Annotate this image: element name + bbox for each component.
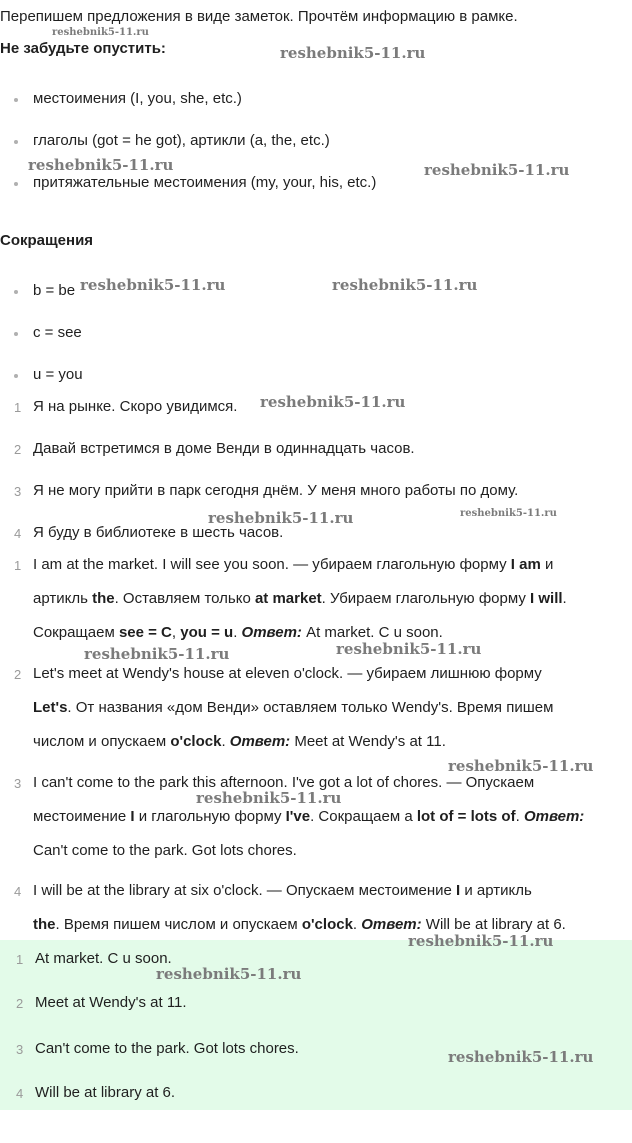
explanation-line: артикль the. Оставляем только at market. Убираем глагольную форму I will. [33, 590, 567, 607]
answer-box [0, 940, 632, 1110]
abbr-heading: Сокращения [0, 232, 94, 249]
watermark: reshebnik5-11.ru [208, 509, 354, 527]
list-item-text: u = you [33, 366, 83, 383]
item-number: 2 [14, 667, 22, 682]
explanation-line: I can't come to the park this afternoon. I've got a lot of chores. — Опускаем [33, 774, 535, 791]
omit-heading: Не забудьте опустить: [0, 40, 166, 57]
item-number: 1 [16, 952, 24, 967]
explanation-line: I will be at the library at six o'clock. — Опускаем местоимение I и артикль [33, 882, 532, 899]
watermark: reshebnik5-11.ru [28, 156, 174, 174]
answer-text: At market. C u soon. [35, 950, 172, 967]
bullet-icon [14, 290, 18, 294]
watermark: reshebnik5-11.ru [408, 932, 554, 950]
watermark: reshebnik5-11.ru [460, 508, 557, 519]
watermark: reshebnik5-11.ru [260, 393, 406, 411]
watermark: reshebnik5-11.ru [448, 757, 594, 775]
explanation-line: the. Время пишем числом и опускаем o'clock. Ответ: Will be at library at 6. [33, 916, 566, 933]
item-number: 2 [16, 996, 24, 1011]
bullet-icon [14, 182, 18, 186]
answer-text: Can't come to the park. Got lots chores. [35, 1040, 299, 1057]
watermark: reshebnik5-11.ru [80, 276, 226, 294]
bullet-icon [14, 140, 18, 144]
watermark: reshebnik5-11.ru [84, 645, 230, 663]
item-number: 3 [14, 776, 22, 791]
bullet-icon [14, 374, 18, 378]
watermark: reshebnik5-11.ru [332, 276, 478, 294]
explanation-line: Can't come to the park. Got lots chores. [33, 842, 297, 859]
explanation-line: Let's. От названия «дом Венди» оставляем только Wendy's. Время пишем [33, 699, 554, 716]
list-item-text: местоимения (I, you, she, etc.) [33, 90, 242, 107]
explanation-line: I am at the market. I will see you soon. — убираем глагольную форму I am и [33, 556, 554, 573]
watermark: reshebnik5-11.ru [196, 789, 342, 807]
list-item-text: притяжательные местоимения (my, your, his, etc.) [33, 174, 377, 191]
translation-text: Давай встретимся в доме Венди в одиннадцать часов. [33, 440, 415, 457]
answer-text: Meet at Wendy's at 11. [35, 994, 187, 1011]
explanation-line: Сокращаем see = C, you = u. Ответ: At market. C u soon. [33, 624, 443, 641]
list-item-text: глаголы (got = he got), артикли (a, the, etc.) [33, 132, 330, 149]
item-number: 4 [16, 1086, 24, 1101]
list-item-text: c = see [33, 324, 82, 341]
translation-text: Я буду в библиотеке в шесть часов. [33, 524, 284, 541]
list-item-text: b = be [33, 282, 76, 299]
answer-text: Will be at library at 6. [35, 1084, 176, 1101]
item-number: 1 [14, 400, 22, 415]
item-number: 3 [14, 484, 22, 499]
watermark: reshebnik5-11.ru [156, 965, 302, 983]
item-number: 4 [14, 884, 22, 899]
watermark: reshebnik5-11.ru [448, 1048, 594, 1066]
bullet-icon [14, 98, 18, 102]
explanation-line: Let's meet at Wendy's house at eleven o'clock. — убираем лишнюю форму [33, 665, 542, 682]
item-number: 1 [14, 558, 22, 573]
item-number: 3 [16, 1042, 24, 1057]
intro-text: Перепишем предложения в виде заметок. Прочтём информацию в рамке. [0, 8, 518, 25]
watermark: reshebnik5-11.ru [424, 161, 570, 179]
item-number: 4 [14, 526, 22, 541]
explanation-line: местоимение I и глагольную форму I've. Сокращаем а lot of = lots of. Ответ: [33, 808, 585, 825]
watermark: reshebnik5-11.ru [336, 640, 482, 658]
bullet-icon [14, 332, 18, 336]
explanation-line: числом и опускаем o'clock. Ответ: Meet at Wendy's at 11. [33, 733, 446, 750]
translation-text: Я на рынке. Скоро увидимся. [33, 398, 238, 415]
watermark: reshebnik5-11.ru [280, 44, 426, 62]
translation-text: Я не могу прийти в парк сегодня днём. У меня много работы по дому. [33, 482, 519, 499]
item-number: 2 [14, 442, 22, 457]
watermark: reshebnik5-11.ru [52, 27, 149, 38]
